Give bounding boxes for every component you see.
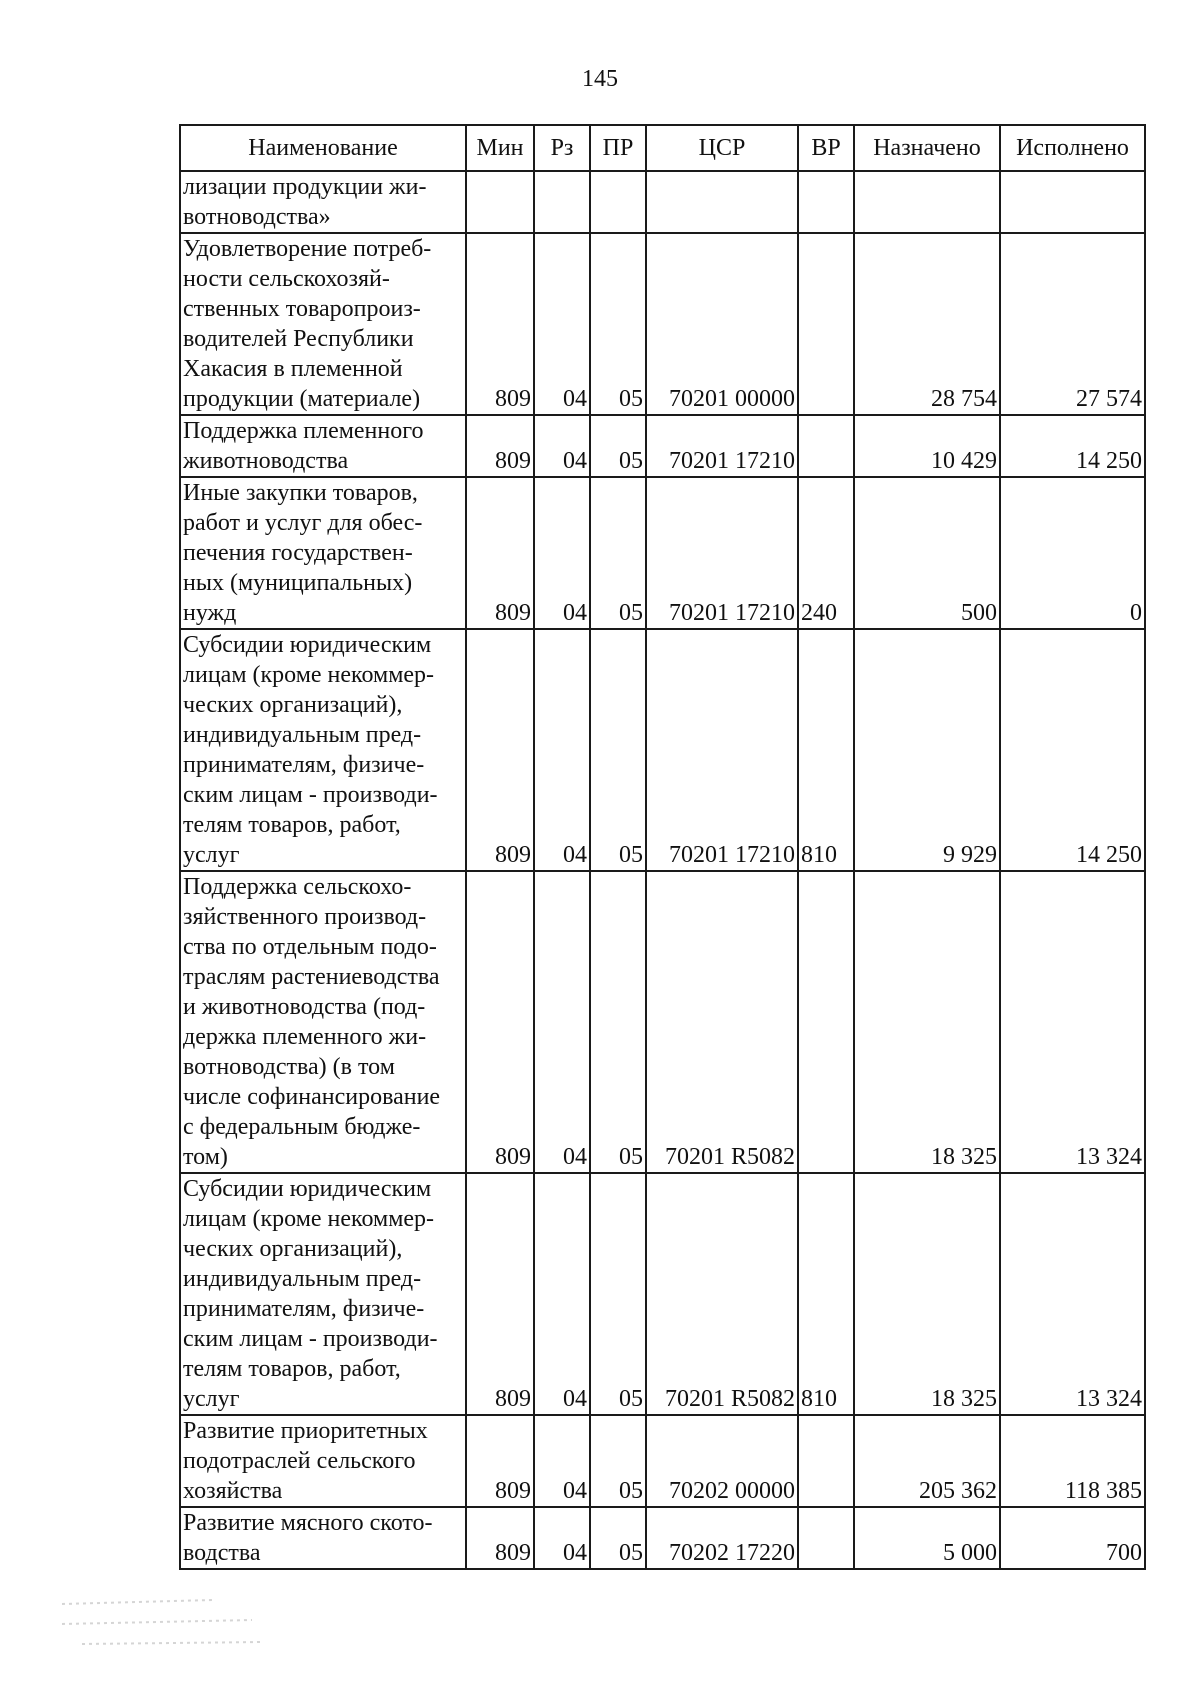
row-name: Поддержка сельскохо- зяйственного производ- ства по отдельным подо- траслям растениеводства и животноводства (под- держка племенного жи- вотноводства) (в том числе софинансирование с федеральным бюдже- том) bbox=[180, 871, 466, 1173]
table-row bbox=[180, 1507, 1145, 1569]
row-assigned: 18 325 bbox=[854, 1173, 1000, 1415]
row-vr bbox=[798, 415, 854, 477]
row-csr: 70201 R5082 bbox=[646, 1173, 798, 1415]
row-csr: 70201 17210 bbox=[646, 629, 798, 871]
row-rz: 04 bbox=[534, 1173, 590, 1415]
row-csr: 70201 17210 bbox=[646, 415, 798, 477]
row-name: Субсидии юридическим лицам (кроме некоммер- ческих организаций), индивидуальным пред- принимателям, физиче- ским лицам - производи- телям товаров, работ, услуг bbox=[180, 629, 466, 871]
table-header-row bbox=[180, 125, 1145, 171]
row-executed: 0 bbox=[1000, 477, 1145, 629]
table-row bbox=[180, 415, 1145, 477]
row-vr: 810 bbox=[798, 629, 854, 871]
table-row bbox=[180, 1173, 1145, 1415]
row-pr: 05 bbox=[590, 1173, 646, 1415]
row-pr: 05 bbox=[590, 629, 646, 871]
faded-stamp-mark bbox=[62, 1590, 282, 1660]
row-min: 809 bbox=[466, 871, 534, 1173]
row-pr: 05 bbox=[590, 1415, 646, 1507]
row-assigned bbox=[854, 171, 1000, 233]
row-name: Поддержка племенного животноводства bbox=[180, 415, 466, 477]
row-name: Развитие мясного ското- водства bbox=[180, 1507, 466, 1569]
header-vr: ВР bbox=[798, 125, 854, 171]
budget-table bbox=[179, 124, 1146, 1570]
table-row bbox=[180, 477, 1145, 629]
row-vr: 240 bbox=[798, 477, 854, 629]
header-min: Мин bbox=[466, 125, 534, 171]
row-name: Развитие приоритетных подотраслей сельского хозяйства bbox=[180, 1415, 466, 1507]
row-rz: 04 bbox=[534, 415, 590, 477]
row-min: 809 bbox=[466, 1507, 534, 1569]
row-csr: 70202 00000 bbox=[646, 1415, 798, 1507]
row-csr: 70202 17220 bbox=[646, 1507, 798, 1569]
row-assigned: 18 325 bbox=[854, 871, 1000, 1173]
row-rz: 04 bbox=[534, 1507, 590, 1569]
header-csr: ЦСР bbox=[646, 125, 798, 171]
row-min: 809 bbox=[466, 233, 534, 415]
row-vr: 810 bbox=[798, 1173, 854, 1415]
row-csr bbox=[646, 171, 798, 233]
row-pr: 05 bbox=[590, 871, 646, 1173]
row-name: лизации продукции жи- вотноводства» bbox=[180, 171, 466, 233]
row-rz: 04 bbox=[534, 1415, 590, 1507]
row-min: 809 bbox=[466, 477, 534, 629]
header-pr: ПР bbox=[590, 125, 646, 171]
row-csr: 70201 00000 bbox=[646, 233, 798, 415]
row-executed: 13 324 bbox=[1000, 1173, 1145, 1415]
header-name: Наименование bbox=[180, 125, 466, 171]
row-min bbox=[466, 171, 534, 233]
header-assigned: Назначено bbox=[854, 125, 1000, 171]
row-name: Иные закупки товаров, работ и услуг для обес- печения государствен- ных (муниципальных) нужд bbox=[180, 477, 466, 629]
row-vr bbox=[798, 233, 854, 415]
row-min: 809 bbox=[466, 1415, 534, 1507]
row-vr bbox=[798, 871, 854, 1173]
row-vr bbox=[798, 1507, 854, 1569]
row-assigned: 5 000 bbox=[854, 1507, 1000, 1569]
row-vr bbox=[798, 1415, 854, 1507]
row-pr bbox=[590, 171, 646, 233]
table-row bbox=[180, 629, 1145, 871]
row-executed: 13 324 bbox=[1000, 871, 1145, 1173]
header-executed: Исполнено bbox=[1000, 125, 1145, 171]
row-executed: 14 250 bbox=[1000, 629, 1145, 871]
row-min: 809 bbox=[466, 629, 534, 871]
row-executed: 700 bbox=[1000, 1507, 1145, 1569]
row-pr: 05 bbox=[590, 477, 646, 629]
row-pr: 05 bbox=[590, 415, 646, 477]
row-name: Субсидии юридическим лицам (кроме некоммер- ческих организаций), индивидуальным пред- принимателям, физиче- ским лицам - производи- телям товаров, работ, услуг bbox=[180, 1173, 466, 1415]
table-row bbox=[180, 1415, 1145, 1507]
row-min: 809 bbox=[466, 415, 534, 477]
row-min: 809 bbox=[466, 1173, 534, 1415]
table-row bbox=[180, 871, 1145, 1173]
table-row bbox=[180, 233, 1145, 415]
row-assigned: 10 429 bbox=[854, 415, 1000, 477]
row-vr bbox=[798, 171, 854, 233]
header-rz: Рз bbox=[534, 125, 590, 171]
row-rz: 04 bbox=[534, 629, 590, 871]
page-number: 145 bbox=[582, 66, 618, 92]
row-rz: 04 bbox=[534, 477, 590, 629]
row-csr: 70201 17210 bbox=[646, 477, 798, 629]
row-pr: 05 bbox=[590, 233, 646, 415]
row-csr: 70201 R5082 bbox=[646, 871, 798, 1173]
row-rz: 04 bbox=[534, 233, 590, 415]
table-row bbox=[180, 171, 1145, 233]
row-pr: 05 bbox=[590, 1507, 646, 1569]
row-assigned: 28 754 bbox=[854, 233, 1000, 415]
row-executed bbox=[1000, 171, 1145, 233]
row-executed: 27 574 bbox=[1000, 233, 1145, 415]
row-assigned: 9 929 bbox=[854, 629, 1000, 871]
row-rz bbox=[534, 171, 590, 233]
row-assigned: 500 bbox=[854, 477, 1000, 629]
row-executed: 14 250 bbox=[1000, 415, 1145, 477]
row-rz: 04 bbox=[534, 871, 590, 1173]
row-assigned: 205 362 bbox=[854, 1415, 1000, 1507]
row-executed: 118 385 bbox=[1000, 1415, 1145, 1507]
row-name: Удовлетворение потреб- ности сельскохозяй- ственных товаропроиз- водителей Республики Хакасия в племенной продукции (материале) bbox=[180, 233, 466, 415]
